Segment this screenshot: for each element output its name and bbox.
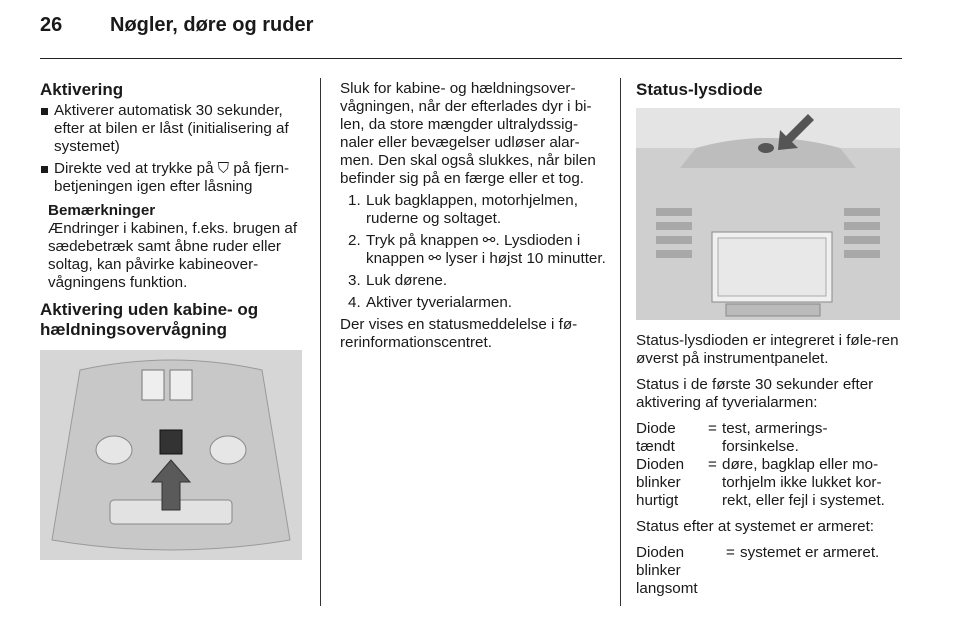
status-text-block	[636, 332, 902, 598]
step-text: Aktiver tyverialarmen.	[366, 294, 513, 311]
table-row	[636, 456, 902, 510]
paragraph: Status efter at systemet er armeret:	[636, 518, 875, 535]
column-3	[636, 80, 902, 102]
list-item	[340, 272, 606, 290]
status-table	[636, 420, 902, 510]
bullet-item: Direkte ved at trykke på ⛉ på fjern-betjeningen igen efter låsning	[40, 160, 306, 196]
table-cell: test, armerings-forsinkelse.	[722, 420, 828, 455]
page-number: 26	[40, 14, 63, 36]
section-heading: Status-lysdiode	[636, 80, 763, 99]
page-header	[40, 14, 313, 37]
step-number: 4.	[348, 294, 361, 311]
list-item	[340, 232, 606, 268]
list-item	[340, 294, 606, 312]
note-box	[40, 202, 306, 292]
table-cell: Dioden blinker hurtigt	[636, 456, 685, 509]
column-1	[40, 80, 306, 342]
step-text: Tryk på knappen ⚯. Lysdioden i knappen ⚯ lyser i højst 10 minutter.	[366, 232, 606, 267]
table-cell: Dioden blinker langsomt	[636, 544, 698, 597]
paragraph: Status-lysdioden er integreret i føle-ren øverst på instrumentpanelet.	[636, 332, 899, 367]
bullet-item: Aktiverer automatisk 30 sekunder, efter at bilen er låst (initialisering af systemet)	[40, 102, 306, 156]
table-cell: =	[708, 420, 717, 437]
roof-console-illustration	[40, 350, 302, 560]
header-rule	[40, 58, 902, 59]
status-table	[636, 544, 879, 598]
column-2	[340, 80, 606, 352]
section-heading: Aktivering uden kabine- og hældningsovervågning	[40, 300, 259, 339]
table-cell: =	[708, 456, 717, 473]
instrument-panel-illustration	[636, 108, 900, 320]
step-number: 1.	[348, 192, 361, 209]
section-heading: Aktivering	[40, 80, 124, 99]
table-row	[636, 544, 879, 598]
step-text: Luk dørene.	[366, 272, 448, 289]
column-divider	[320, 78, 321, 606]
note-title: Bemærkninger	[48, 202, 156, 219]
paragraph: Status i de første 30 sekunder efter aktivering af tyverialarmen:	[636, 376, 874, 411]
note-text: Ændringer i kabinen, f.eks. brugen af sædebetræk samt åbne ruder eller soltag, kan påvirke kabineover-vågningens funktion.	[48, 220, 298, 291]
table-cell: døre, bagklap eller mo-torhjelm ikke lukket kor-rekt, eller fejl i systemet.	[722, 456, 885, 509]
step-text: Luk bagklappen, motorhjelmen, ruderne og soltaget.	[366, 192, 578, 227]
table-row	[636, 420, 902, 456]
step-number: 3.	[348, 272, 361, 289]
step-number: 2.	[348, 232, 361, 249]
intro-paragraph: Sluk for kabine- og hældningsover-vågningen, når der efterlades dyr i bi-len, da store mængder ultralydssig-naler eller bevægelser udløser alar-men. Den skal også slukkes, når bilen befinder sig på en færge eller et tog.	[340, 80, 596, 187]
list-item	[340, 192, 606, 228]
page-title: Nøgler, døre og ruder	[110, 14, 314, 36]
table-cell: systemet er armeret.	[740, 544, 880, 561]
table-cell: Diode tændt	[636, 420, 676, 455]
table-cell: =	[726, 544, 735, 561]
column-divider	[620, 78, 621, 606]
steps-list	[340, 192, 606, 312]
outro-paragraph: Der vises en statusmeddelelse i fø-rerinformationscentret.	[340, 316, 578, 351]
